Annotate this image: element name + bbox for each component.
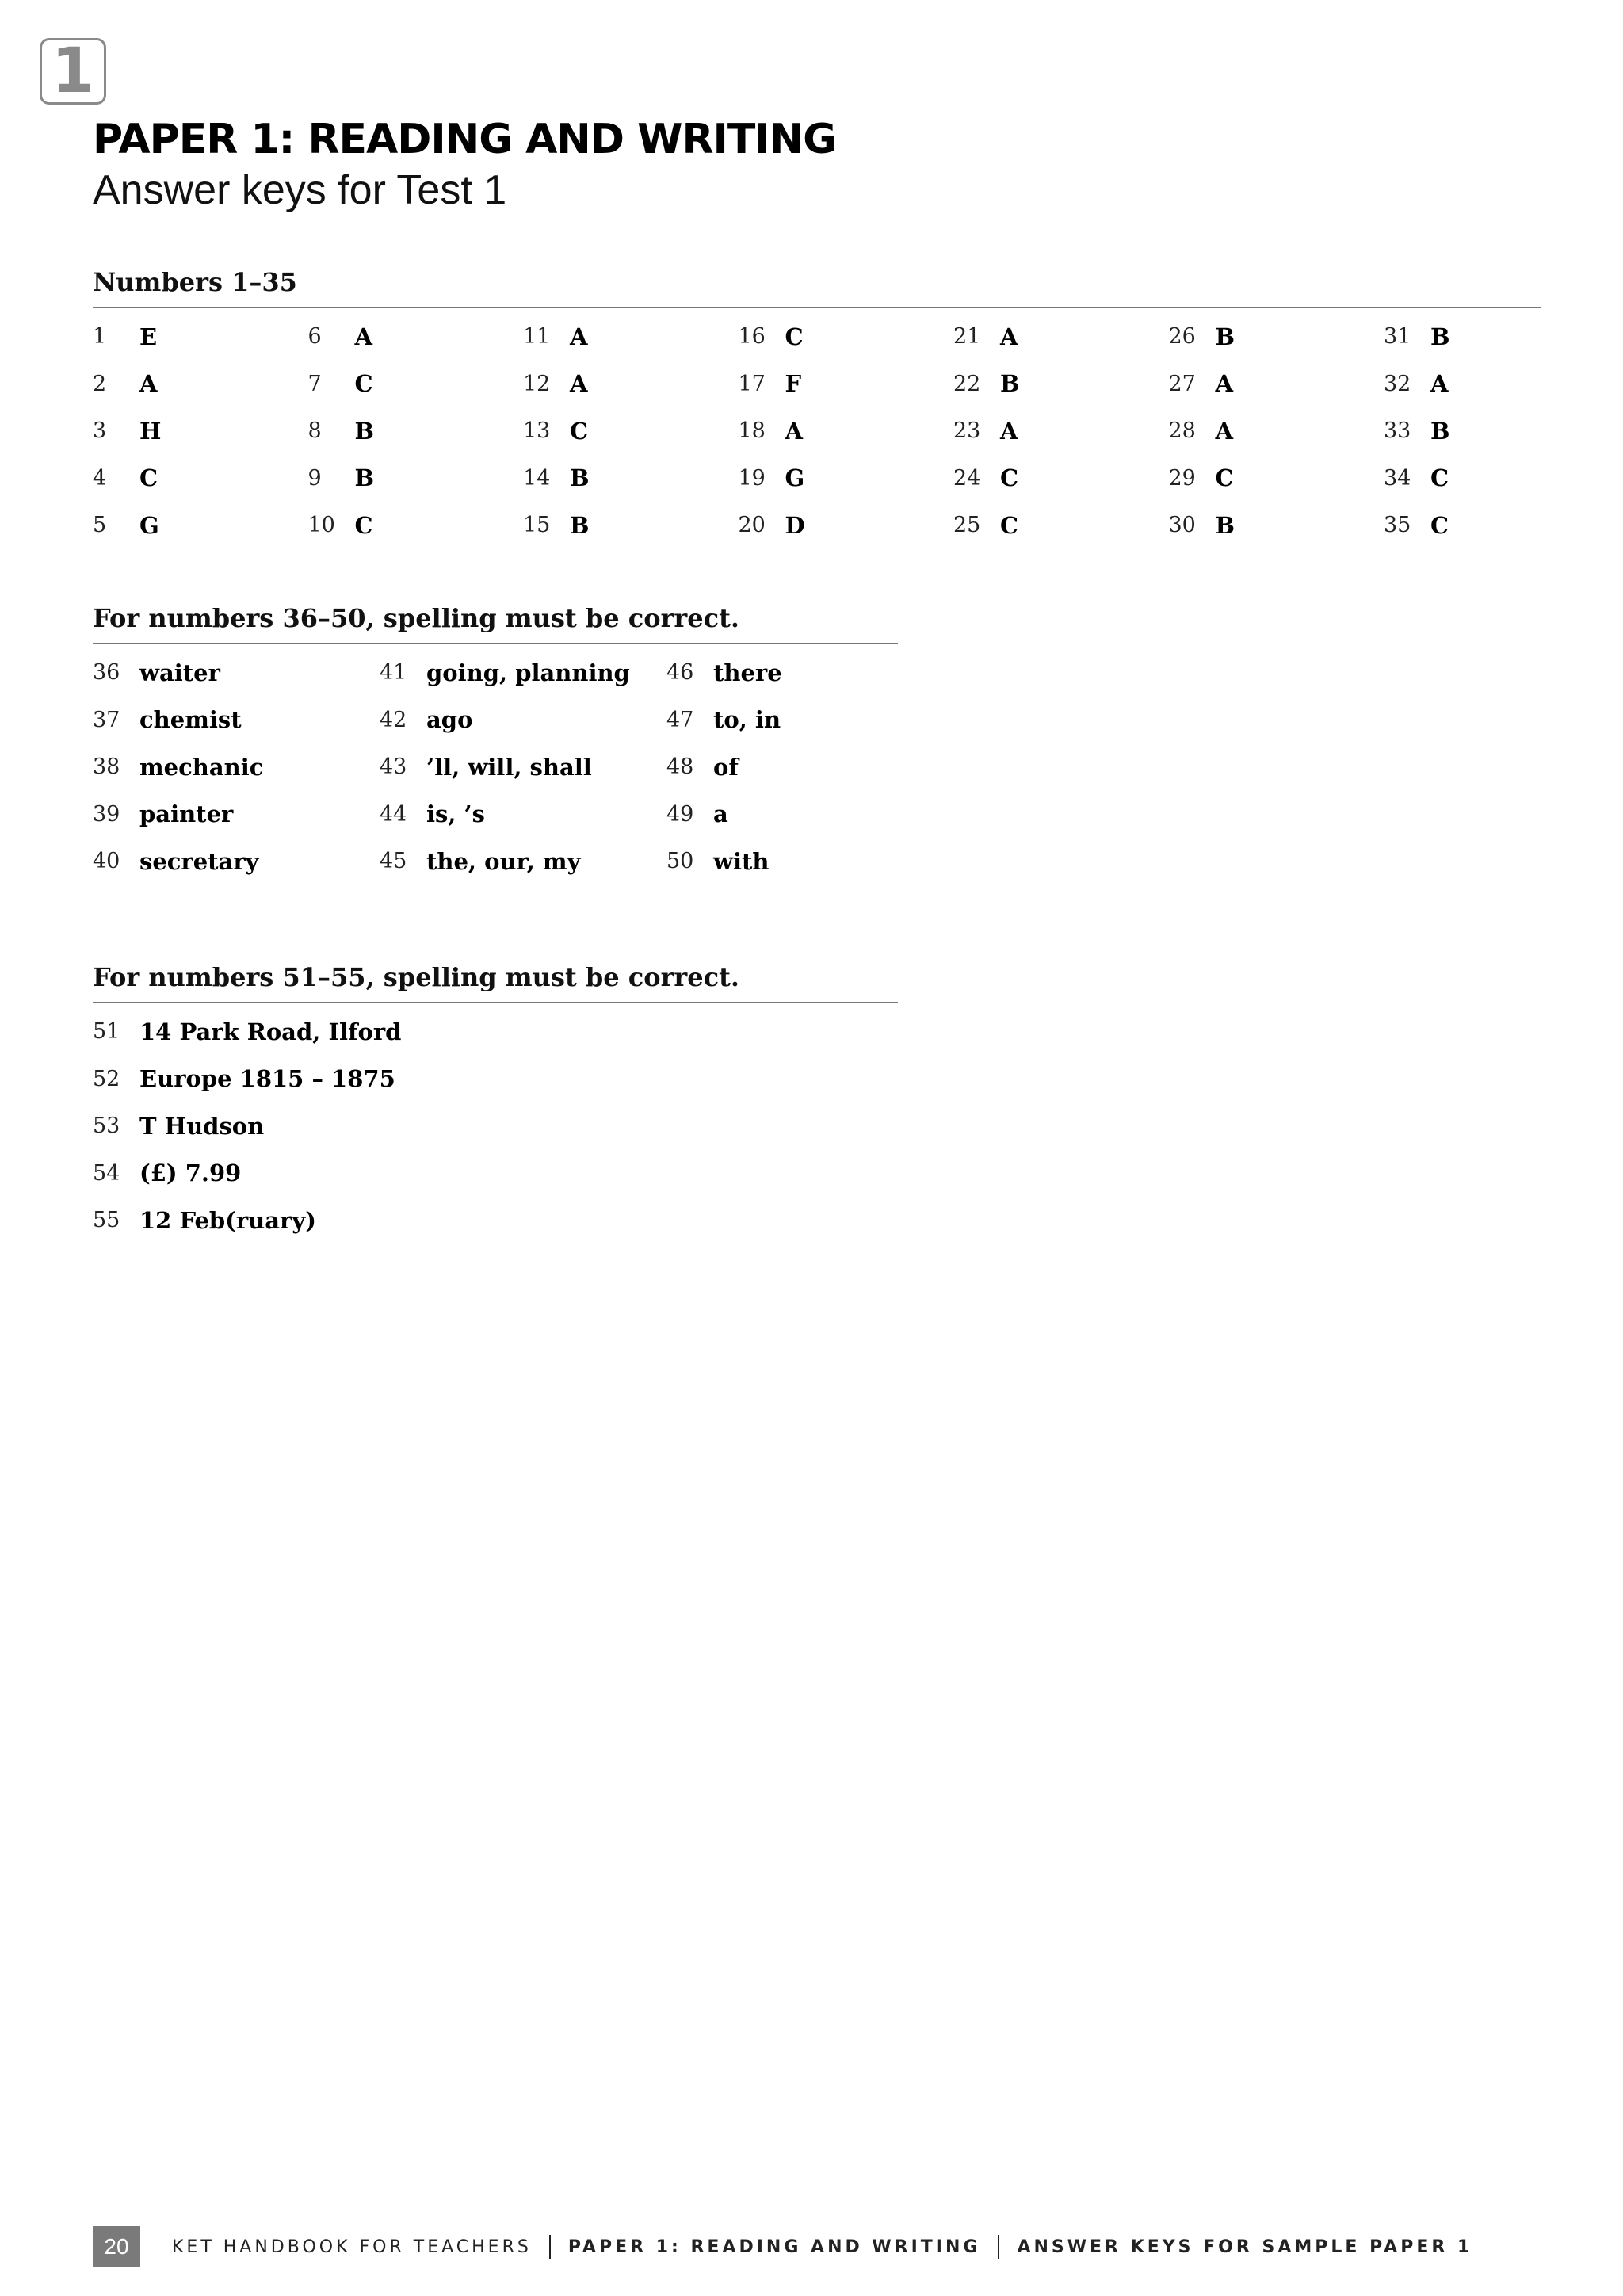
question-number: 54 (93, 1160, 120, 1186)
answer-text: (£) 7.99 (139, 1159, 242, 1187)
answer-text: B (354, 417, 375, 445)
answer-item (666, 649, 898, 697)
question-number: 21 (953, 324, 981, 350)
answer-text: A (354, 323, 373, 350)
answer-text: going, planning (426, 659, 630, 686)
answer-item (93, 791, 380, 839)
answer-item (93, 649, 380, 697)
page-footer (93, 2226, 1472, 2267)
answer-item (380, 697, 666, 744)
question-number: 32 (1384, 371, 1411, 396)
answer-item (739, 502, 954, 549)
question-number: 48 (666, 755, 694, 780)
answer-text: A (785, 417, 804, 445)
answer-item (308, 407, 524, 455)
question-number: 38 (93, 755, 120, 780)
answer-item (93, 407, 308, 455)
answer-text: C (570, 417, 589, 445)
question-number: 18 (738, 418, 766, 444)
answer-text: A (1430, 370, 1449, 398)
answer-text: A (1215, 417, 1234, 445)
answer-item (1169, 455, 1384, 502)
section-numbers-36-50 (93, 603, 898, 885)
answer-item (93, 313, 308, 361)
section-rule (93, 1002, 898, 1003)
answer-text: A (1215, 370, 1234, 398)
answer-text: A (1000, 323, 1018, 350)
answer-text: there (713, 659, 782, 686)
answer-text: G (785, 464, 805, 492)
footer-separator (998, 2235, 999, 2259)
answer-grid (93, 1008, 898, 1244)
footer-handbook-title: KET HANDBOOK FOR TEACHERS (172, 2237, 532, 2257)
answer-item (93, 502, 308, 549)
answer-item (666, 743, 898, 791)
answer-item (523, 455, 739, 502)
answer-item (93, 1150, 898, 1198)
section-heading: For numbers 51–55, spelling must be correct. (93, 962, 740, 992)
question-number: 20 (738, 513, 766, 538)
answer-item (93, 743, 380, 791)
answer-item (93, 1197, 898, 1244)
question-number: 52 (93, 1066, 120, 1091)
question-number: 40 (93, 849, 120, 874)
answer-grid (93, 649, 898, 885)
answer-text: is, ’s (426, 800, 485, 828)
question-number: 45 (380, 849, 407, 874)
answer-text: ago (426, 706, 473, 734)
question-number: 16 (738, 324, 766, 350)
answer-item (380, 649, 666, 697)
answer-item (953, 407, 1169, 455)
question-number: 43 (380, 755, 407, 780)
answer-text: mechanic (139, 753, 264, 781)
question-number: 22 (953, 371, 981, 396)
question-number: 6 (307, 324, 322, 350)
question-number: 4 (93, 465, 107, 491)
answer-text: C (1430, 464, 1449, 492)
section-heading: For numbers 36–50, spelling must be correct. (93, 603, 740, 633)
question-number: 23 (953, 418, 981, 444)
answer-text: ’ll, will, shall (426, 753, 592, 781)
answer-item (1384, 502, 1599, 549)
question-number: 14 (523, 465, 551, 491)
answer-item (666, 791, 898, 839)
answer-text: G (139, 511, 159, 539)
answer-text: A (570, 323, 588, 350)
answer-item (953, 502, 1169, 549)
question-number: 1 (93, 324, 107, 350)
page-subtitle: Answer keys for Test 1 (93, 167, 507, 213)
question-number: 26 (1168, 324, 1196, 350)
question-number: 19 (738, 465, 766, 491)
answer-text: C (785, 323, 804, 350)
question-number: 44 (380, 801, 407, 827)
question-number: 10 (307, 513, 335, 538)
answer-text: B (1000, 370, 1020, 398)
answer-item (308, 313, 524, 361)
answer-text: F (785, 370, 802, 398)
question-number: 50 (666, 849, 694, 874)
answer-text: secretary (139, 847, 259, 875)
answer-text: H (139, 417, 162, 445)
answer-text: C (1215, 464, 1234, 492)
question-number: 9 (307, 465, 322, 491)
answer-item (953, 455, 1169, 502)
answer-item (93, 1056, 898, 1103)
question-number: 37 (93, 707, 120, 732)
question-number: 11 (523, 324, 551, 350)
answer-item (93, 1008, 898, 1056)
answer-text: B (570, 464, 590, 492)
section-numbers-51-55 (93, 962, 898, 1244)
answer-text: E (139, 323, 158, 350)
answer-text: B (1430, 417, 1450, 445)
answer-item (739, 407, 954, 455)
answer-item (739, 455, 954, 502)
question-number: 2 (93, 371, 107, 396)
answer-item (308, 361, 524, 408)
question-number: 7 (307, 371, 322, 396)
answer-item (1169, 407, 1384, 455)
answer-item (1169, 313, 1384, 361)
answer-text: Europe 1815 – 1875 (139, 1065, 395, 1093)
answer-item (1384, 313, 1599, 361)
answer-item (93, 838, 380, 885)
question-number: 29 (1168, 465, 1196, 491)
answer-text: with (713, 847, 769, 875)
answer-text: B (1430, 323, 1450, 350)
question-number: 33 (1384, 418, 1411, 444)
question-number: 55 (93, 1208, 120, 1233)
section-rule (93, 643, 898, 644)
question-number: 17 (738, 371, 766, 396)
answer-text: waiter (139, 659, 220, 686)
question-number: 5 (93, 513, 107, 538)
answer-text: painter (139, 800, 234, 828)
section-numbers-1-35 (93, 267, 1541, 549)
answer-item (93, 1102, 898, 1150)
answer-item (308, 502, 524, 549)
question-number: 46 (666, 660, 694, 686)
answer-item (93, 361, 308, 408)
section-rule (93, 307, 1541, 308)
answer-item (523, 502, 739, 549)
chapter-badge: 1 (40, 38, 106, 105)
answer-text: B (570, 511, 590, 539)
section-heading: Numbers 1–35 (93, 267, 297, 297)
answer-text: chemist (139, 706, 242, 734)
question-number: 36 (93, 660, 120, 686)
answer-item (739, 313, 954, 361)
question-number: 25 (953, 513, 981, 538)
answer-text: D (785, 511, 805, 539)
answer-text: 12 Feb(ruary) (139, 1206, 316, 1234)
answer-text: to, in (713, 706, 781, 734)
answer-item (1384, 361, 1599, 408)
question-number: 42 (380, 707, 407, 732)
answer-text: of (713, 753, 739, 781)
answer-item (1169, 502, 1384, 549)
answer-item (523, 361, 739, 408)
answer-text: C (1000, 464, 1019, 492)
footer-answer-keys-title: ANSWER KEYS FOR SAMPLE PAPER 1 (1017, 2237, 1473, 2257)
answer-item (953, 313, 1169, 361)
question-number: 15 (523, 513, 551, 538)
page-number: 20 (93, 2226, 140, 2267)
footer-separator (549, 2235, 551, 2259)
answer-text: 14 Park Road, Ilford (139, 1018, 402, 1045)
question-number: 31 (1384, 324, 1411, 350)
answer-text: C (1000, 511, 1019, 539)
answer-item (1384, 455, 1599, 502)
answer-text: B (1215, 323, 1235, 350)
answer-text: the, our, my (426, 847, 581, 875)
answer-item (1169, 361, 1384, 408)
question-number: 8 (307, 418, 322, 444)
answer-item (739, 361, 954, 408)
answer-text: C (139, 464, 158, 492)
answer-item (666, 838, 898, 885)
answer-item (523, 313, 739, 361)
answer-text: C (1430, 511, 1449, 539)
question-number: 24 (953, 465, 981, 491)
answer-item (380, 791, 666, 839)
question-number: 41 (380, 660, 407, 686)
answer-grid (93, 313, 1541, 549)
answer-item (380, 743, 666, 791)
answer-text: B (1215, 511, 1235, 539)
answer-item (93, 455, 308, 502)
answer-item (380, 838, 666, 885)
question-number: 47 (666, 707, 694, 732)
question-number: 35 (1384, 513, 1411, 538)
answer-text: B (354, 464, 375, 492)
answer-text: a (713, 800, 728, 828)
answer-item (1384, 407, 1599, 455)
answer-text: A (570, 370, 588, 398)
footer-paper-title: PAPER 1: READING AND WRITING (567, 2237, 981, 2257)
question-number: 51 (93, 1019, 120, 1045)
answer-text: A (1000, 417, 1018, 445)
answer-text: C (354, 370, 373, 398)
question-number: 34 (1384, 465, 1411, 491)
question-number: 39 (93, 801, 120, 827)
question-number: 53 (93, 1114, 120, 1139)
answer-item (523, 407, 739, 455)
question-number: 28 (1168, 418, 1196, 444)
answer-text: T Hudson (139, 1112, 265, 1140)
answer-text: A (139, 370, 158, 398)
answer-item (666, 697, 898, 744)
question-number: 12 (523, 371, 551, 396)
question-number: 3 (93, 418, 107, 444)
answer-item (308, 455, 524, 502)
answer-item (93, 697, 380, 744)
question-number: 30 (1168, 513, 1196, 538)
question-number: 13 (523, 418, 551, 444)
answer-text: C (354, 511, 373, 539)
page-title: PAPER 1: READING AND WRITING (93, 116, 836, 163)
answer-item (953, 361, 1169, 408)
question-number: 49 (666, 801, 694, 827)
question-number: 27 (1168, 371, 1196, 396)
